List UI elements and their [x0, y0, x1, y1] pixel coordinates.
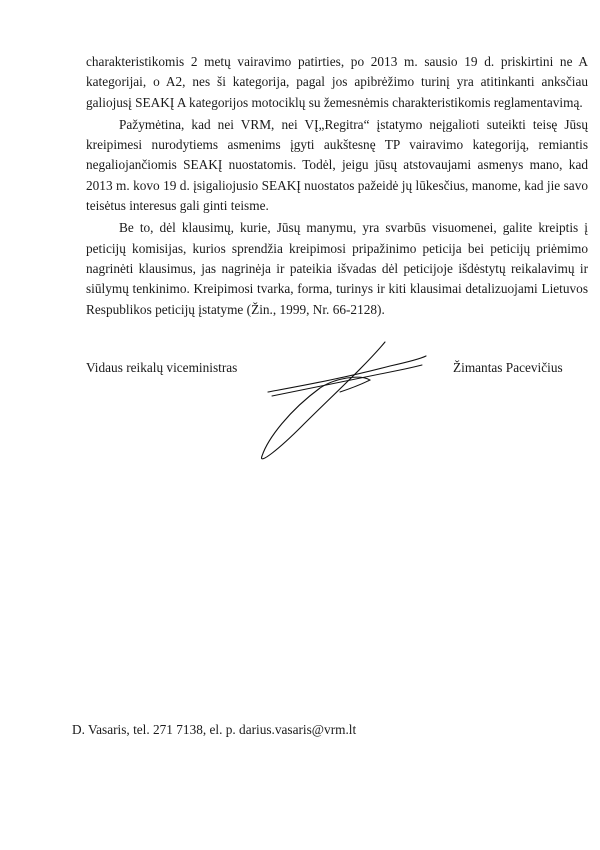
contact-footer: D. Vasaris, tel. 271 7138, el. p. darius.vasaris@vrm.lt	[72, 722, 357, 737]
handwritten-signature	[250, 338, 430, 468]
signatory-title: Vidaus reikalų viceministras	[86, 360, 238, 375]
paragraph-regitra: Pažymėtina, kad nei VRM, nei VĮ„Regitra“ įstatymo neįgalioti suteikti teisę Jūsų kreipimesi nurodytiems asmenims įgyti aukštesnę TP vairavimo kategoriją, remiantis negaliojančiomis SEAKĮ nuostatomis. Todėl, jeigu jūsų atstovaujami asmenys mano, kad 2013 m. kovo 19 d. įsigaliojusio SEAKĮ nuostatos pažeidė jų lūkesčius, manome, kad jie savo teisėtus interesus gali ginti teisme.	[86, 116, 588, 214]
letter-body	[86, 52, 588, 320]
paragraph-petitions: Be to, dėl klausimų, kurie, Jūsų manymu, yra svarbūs visuomenei, galite kreiptis į peticijų komisijas, kurios sprendžia kreipimosi pripažinimo peticija bei peticijų priėmimo nagrinėti klausimus, jas nagrinėja ir pateikia išvadas dėl peticijoje išdėstytų reikalavimų ir siūlymų tenkinimo. Kreipimosi tvarka, forma, turinys ir kiti klausimai detalizuojami Lietuvos Respublikos peticijų įstatyme (Žin., 1999, Nr. 66-2128).	[86, 220, 588, 317]
paragraph-continuation: charakteristikomis 2 metų vairavimo patirties, po 2013 m. sausio 19 d. priskirtini ne A kategorijai, o A2, nes ši kategorija, pagal jos apibrėžimo turinį yra atitinkanti anksčiau galiojusį SEAKĮ A kategorijos motociklų su žemesnėmis charakteristikomis reglamentavimą.	[86, 54, 588, 110]
signatory-name: Žimantas Pacevičius	[453, 360, 563, 375]
